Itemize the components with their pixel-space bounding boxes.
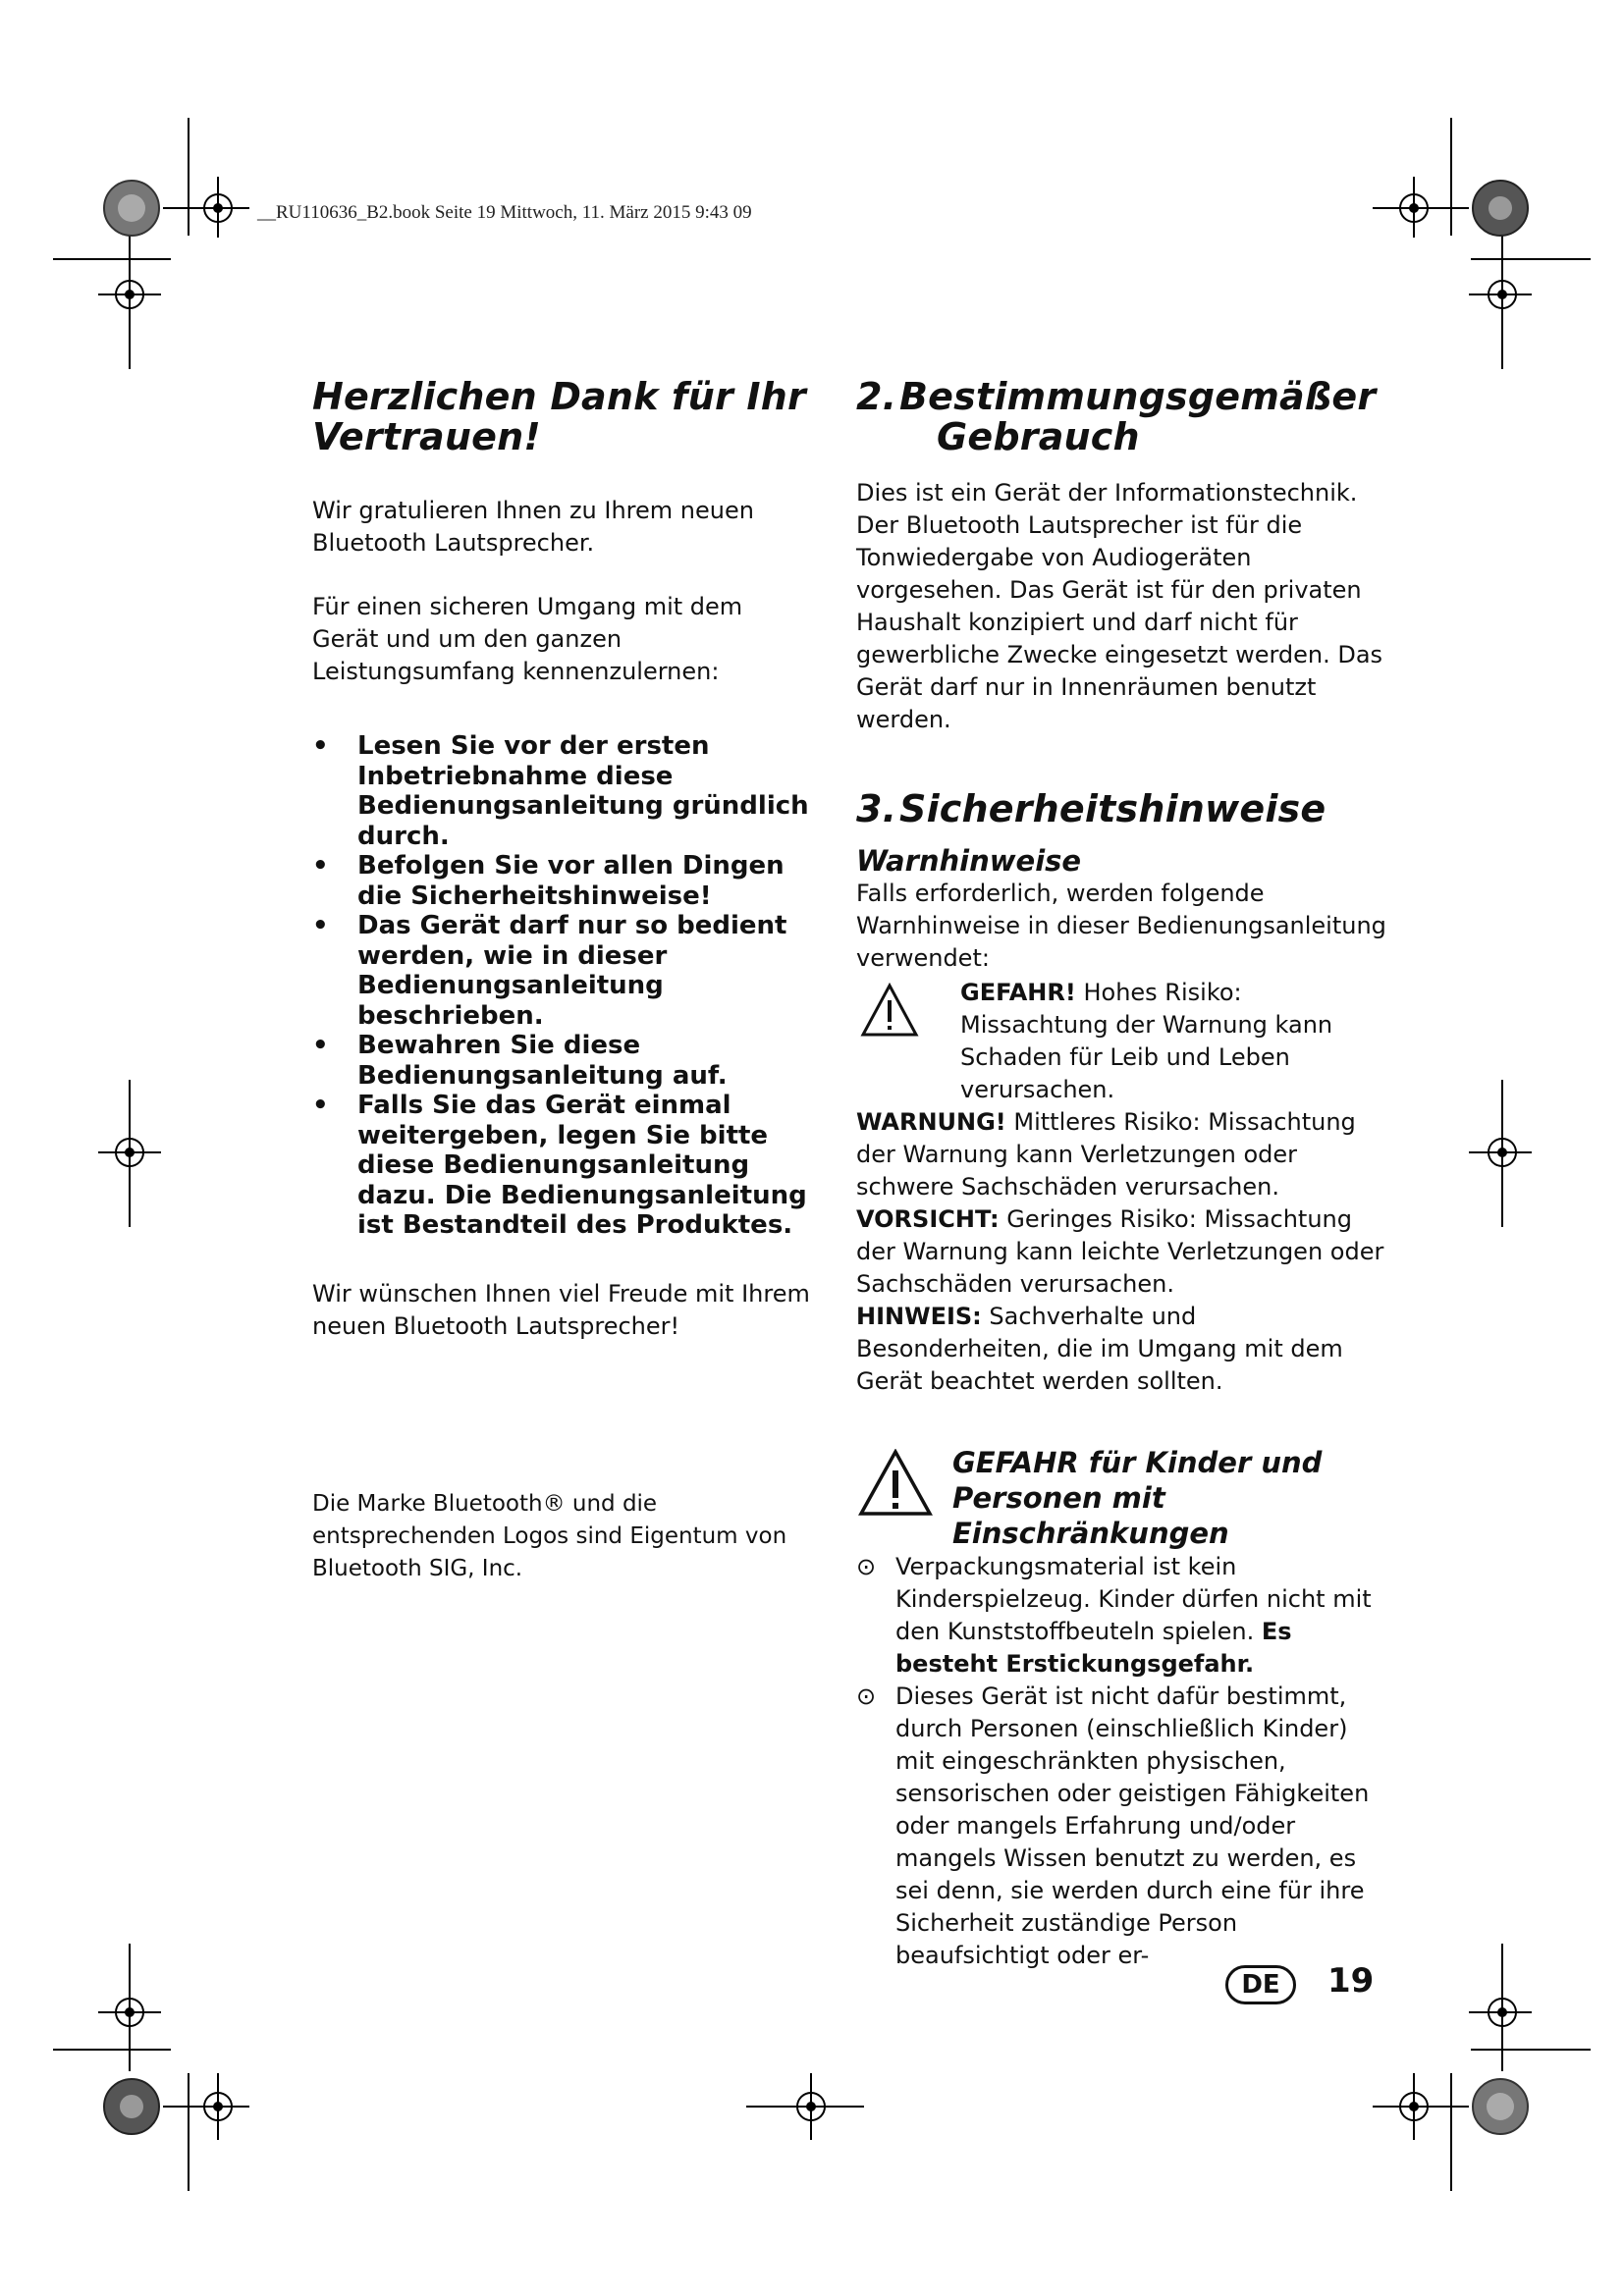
thanks-heading-line1: Herzlichen Dank für Ihr xyxy=(312,375,806,418)
left-column xyxy=(312,377,823,1585)
caution-label: VORSICHT: xyxy=(856,1205,1000,1233)
list-item: • Lesen Sie vor der ersten Inbetriebnahme diese Bedienungsanleitung gründlich durch. xyxy=(312,731,809,851)
danger-definition xyxy=(856,977,1386,1106)
list-item: ⊙ Verpackungsmaterial ist kein Kinderspielzeug. Kinder dürfen nicht mit den Kunststoffbeuteln spielen. Es besteht Erstickungsgefahr. xyxy=(856,1553,1372,1678)
circle-bullet-icon: ⊙ xyxy=(856,1682,877,1710)
file-header: __RU110636_B2.book Seite 19 Mittwoch, 11. März 2015 9:43 09 xyxy=(257,202,752,223)
thanks-heading-line2: Vertrauen! xyxy=(312,415,541,458)
page-number: 19 xyxy=(1327,1961,1375,2001)
section2-title-line2: Gebrauch xyxy=(937,415,1140,458)
children-danger-heading: GEFAHR für Kinder und Personen mit Einschränkungen xyxy=(952,1446,1323,1550)
trademark-note: Die Marke Bluetooth® und die entsprechenden Logos sind Eigentum von Bluetooth SIG, Inc. xyxy=(312,1490,787,1581)
warnings-intro: Falls erforderlich, werden folgende Warnhinweise in dieser Bedienungsanleitung verwendet: xyxy=(856,880,1386,972)
bullet-icon: • xyxy=(312,1091,329,1120)
warning-triangle-icon xyxy=(858,1449,933,1518)
bullet-icon: • xyxy=(312,1031,329,1060)
circle-bullet-icon: ⊙ xyxy=(856,1553,877,1580)
section2-title-line1: Bestimmungsgemäßer xyxy=(899,375,1377,418)
list-item: • Bewahren Sie diese Bedienungsanleitung auf. xyxy=(312,1031,728,1091)
right-column xyxy=(856,377,1386,1972)
bullet-icon: • xyxy=(312,911,329,940)
warning-triangle-icon xyxy=(860,983,919,1038)
instruction-list xyxy=(312,731,823,1241)
bullet-icon: • xyxy=(312,851,329,881)
caution-level-text: VORSICHT: Geringes Risiko: Missachtung der Warnung kann leichte Verletzungen oder Sachschäden verursachen. xyxy=(856,1205,1384,1298)
list-item: • Falls Sie das Gerät einmal weitergeben, legen Sie bitte diese Bedienungsanleitung dazu. Die Bedienungsanleitung ist Bestandteil des Produktes. xyxy=(312,1091,807,1240)
section3-title: Sicherheitshinweise xyxy=(899,787,1326,830)
notice-level-text: HINWEIS: Sachverhalte und Besonderheiten, die im Umgang mit dem Gerät beachtet werden sollten. xyxy=(856,1303,1343,1395)
danger-level-text: GEFAHR! Hohes Risiko: Missachtung der Warnung kann Schaden für Leib und Leben verursachen. xyxy=(960,979,1333,1103)
list-item: • Befolgen Sie vor allen Dingen die Sicherheitshinweise! xyxy=(312,851,785,911)
section3-heading xyxy=(856,789,1386,829)
safety-list xyxy=(856,1551,1386,1972)
children-danger-block xyxy=(856,1445,1386,1551)
intro-paragraph: Wir gratulieren Ihnen zu Ihrem neuen Bluetooth Lautsprecher. xyxy=(312,497,754,557)
section2-body: Dies ist ein Gerät der Informationstechnik. Der Bluetooth Lautsprecher ist für die Tonwiedergabe von Audiogeräten vorgesehen. Das Gerät ist für den privaten Haushalt konzipiert und darf nicht für gewerbliche Zwecke eingesetzt werden. Das Gerät darf nur in Innenräumen benutzt werden. xyxy=(856,479,1383,733)
warning-label: WARNUNG! xyxy=(856,1108,1006,1136)
warning-level-text: WARNUNG! Mittleres Risiko: Missachtung der Warnung kann Verletzungen oder schwere Sachschäden verursachen. xyxy=(856,1108,1356,1201)
list-item: • Das Gerät darf nur so bedient werden, wie in dieser Bedienungsanleitung beschrieben. xyxy=(312,911,787,1031)
bullet-icon: • xyxy=(312,731,329,761)
section2-heading xyxy=(856,377,1386,457)
language-badge: DE xyxy=(1225,1965,1296,2004)
section2-number: 2. xyxy=(856,375,897,418)
notice-label: HINWEIS: xyxy=(856,1303,982,1330)
usage-paragraph: Für einen sicheren Umgang mit dem Gerät und um den ganzen Leistungsumfang kennenzulernen: xyxy=(312,593,743,685)
closing-paragraph: Wir wünschen Ihnen viel Freude mit Ihrem neuen Bluetooth Lautsprecher! xyxy=(312,1279,810,1340)
list-item: ⊙ Dieses Gerät ist nicht dafür bestimmt, durch Personen (einschließlich Kinder) mit eingeschränkten physischen, sensorischen oder geistigen Fähigkeiten oder mangels Erfahrung und/oder mangels Wissen benutzt zu werden, es sei denn, sie werden durch eine für ihre Sicherheit zuständige Person beaufsichtigt oder er- xyxy=(856,1682,1370,1969)
section3-number: 3. xyxy=(856,787,897,830)
warnings-subheading: Warnhinweise xyxy=(856,844,1082,878)
thanks-heading xyxy=(312,377,823,457)
danger-label: GEFAHR! xyxy=(960,979,1076,1006)
